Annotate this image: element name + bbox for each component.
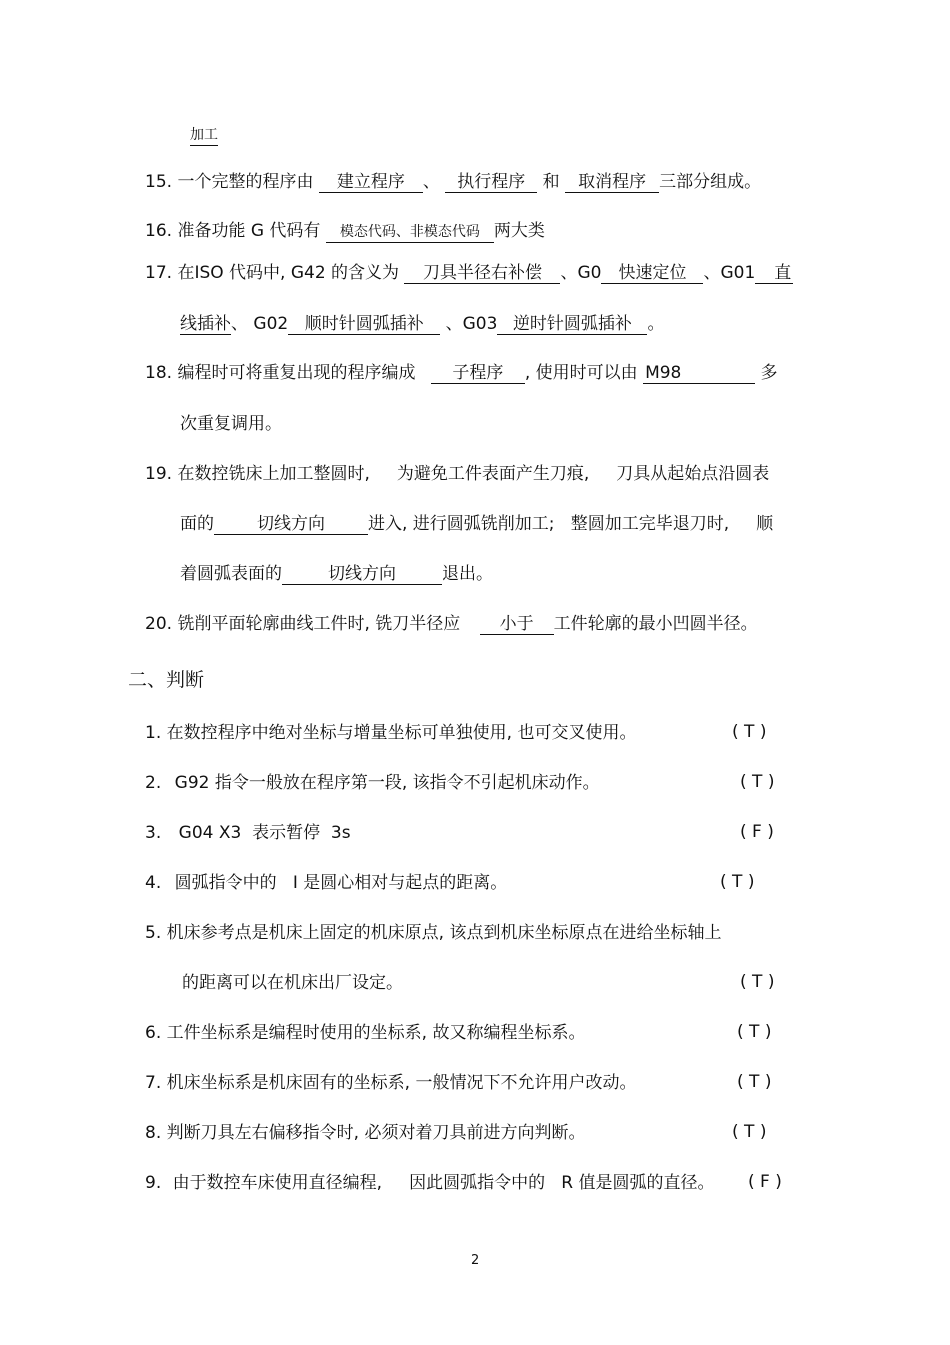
item-text: 圆弧指令中的 I 是圆心相对与起点的距离。 xyxy=(174,873,508,893)
question-15 xyxy=(145,171,761,193)
question-18-cont xyxy=(180,413,282,435)
tf-answer: ( T ) xyxy=(740,972,775,992)
answer-blank: 刀具半径右补偿 xyxy=(404,263,560,284)
tf-item xyxy=(145,1072,636,1094)
answer-blank: 模态代码、非模态代码 xyxy=(326,222,494,243)
tf-answer: ( T ) xyxy=(737,1022,772,1042)
item-text: G04 X3 表示暂停 3s xyxy=(178,823,351,843)
item-text: 判断刀具左右偏移指令时, 必须对着刀具前进方向判断。 xyxy=(166,1123,586,1143)
tf-item-cont xyxy=(182,972,403,994)
answer-blank: 执行程序 xyxy=(445,172,537,193)
question-text: 着圆弧表面的 xyxy=(180,564,282,584)
tf-item xyxy=(145,1022,585,1044)
answer-blank: 线插补 xyxy=(180,314,231,334)
question-text: 一个完整的程序由 xyxy=(177,172,314,192)
question-text: 在ISO 代码中, G42 的含义为 xyxy=(177,263,400,283)
question-number: 16. xyxy=(145,221,173,241)
answer-blank: 建立程序 xyxy=(319,172,423,193)
question-text: 多 xyxy=(760,363,778,383)
tf-item xyxy=(145,1122,585,1144)
answer-blank: 子程序 xyxy=(431,363,525,384)
answer-blank: 直 xyxy=(755,263,793,284)
question-20 xyxy=(145,613,758,635)
question-text: 次重复调用。 xyxy=(180,414,282,434)
answer-blank: M98 xyxy=(643,363,755,384)
question-text: 工件轮廓的最小凹圆半径。 xyxy=(553,614,758,634)
question-17 xyxy=(145,262,793,284)
tf-item xyxy=(145,1172,715,1194)
question-number: 20. xyxy=(145,614,173,634)
item-number: 5. xyxy=(145,923,162,943)
question-text: 进入, 进行圆弧铣削加工; 整圆加工完毕退刀时, 顺 xyxy=(368,514,774,534)
q14-tail xyxy=(190,124,218,146)
tf-item xyxy=(145,922,721,944)
question-text: 、G0 xyxy=(560,263,602,283)
tf-item xyxy=(145,822,351,844)
question-number: 15. xyxy=(145,172,173,192)
tf-answer: ( T ) xyxy=(720,872,755,892)
answer-blank: 逆时针圆弧插补 xyxy=(497,314,647,335)
item-text: 在数控程序中绝对坐标与增量坐标可单独使用, 也可交叉使用。 xyxy=(166,723,637,743)
item-text: 的距离可以在机床出厂设定。 xyxy=(182,973,403,993)
section-heading: 二、判断 xyxy=(128,669,205,691)
tf-answer: ( T ) xyxy=(740,772,775,792)
question-number: 17. xyxy=(145,263,173,283)
answer-blank: 切线方向 xyxy=(282,564,442,585)
item-text: G92 指令一般放在程序第一段, 该指令不引起机床动作。 xyxy=(174,773,600,793)
item-number: 3. xyxy=(145,823,162,843)
item-text: 由于数控车床使用直径编程, 因此圆弧指令中的 R 值是圆弧的直径。 xyxy=(172,1173,715,1193)
item-number: 6. xyxy=(145,1023,162,1043)
item-number: 4. xyxy=(145,873,162,893)
question-text: 、G03 xyxy=(445,314,498,334)
question-19 xyxy=(145,463,769,485)
question-18 xyxy=(145,362,777,384)
question-16 xyxy=(145,220,545,243)
question-text: 、 G02 xyxy=(231,314,289,334)
question-text: 准备功能 G 代码有 xyxy=(177,221,321,241)
item-number: 1. xyxy=(145,723,162,743)
question-number: 19. xyxy=(145,464,173,484)
question-text: 和 xyxy=(542,172,560,192)
answer-blank: 切线方向 xyxy=(214,514,368,535)
item-number: 7. xyxy=(145,1073,162,1093)
question-text: 、G01 xyxy=(703,263,756,283)
answer-blank: 取消程序 xyxy=(565,172,659,193)
tf-answer: ( F ) xyxy=(740,822,774,842)
question-text: 铣削平面轮廓曲线工件时, 铣刀半径应 xyxy=(177,614,461,634)
page-number: 2 xyxy=(471,1253,480,1268)
tf-answer: ( T ) xyxy=(732,1122,767,1142)
question-text: 面的 xyxy=(180,514,214,534)
item-number: 8. xyxy=(145,1123,162,1143)
question-number: 18. xyxy=(145,363,173,383)
tf-item xyxy=(145,722,636,744)
item-text: 工件坐标系是编程时使用的坐标系, 故又称编程坐标系。 xyxy=(166,1023,586,1043)
item-number: 2. xyxy=(145,773,162,793)
question-text: 三部分组成。 xyxy=(659,172,762,192)
answer-blank: 加工 xyxy=(190,125,218,146)
tf-answer: ( T ) xyxy=(737,1072,772,1092)
question-text: 两大类 xyxy=(493,221,545,241)
tf-answer: ( T ) xyxy=(732,722,767,742)
item-text: 机床坐标系是机床固有的坐标系, 一般情况下不允许用户改动。 xyxy=(166,1073,637,1093)
question-text: , 使用时可以由 xyxy=(524,363,638,383)
answer-blank: 小于 xyxy=(480,614,554,635)
question-19-cont2 xyxy=(180,563,493,585)
tf-answer: ( F ) xyxy=(748,1172,782,1192)
answer-blank: 快速定位 xyxy=(601,263,703,284)
question-text: 、 xyxy=(422,172,440,192)
answer-blank: 顺时针圆弧插补 xyxy=(288,314,440,335)
question-text: 退出。 xyxy=(442,564,493,584)
question-17-cont xyxy=(180,313,664,335)
item-number: 9. xyxy=(145,1173,162,1193)
question-text: 编程时可将重复出现的程序编成 xyxy=(177,363,416,383)
question-text: 在数控铣床上加工整圆时, 为避免工件表面产生刀痕, 刀具从起始点沿圆表 xyxy=(177,464,770,484)
item-text: 机床参考点是机床上固定的机床原点, 该点到机床坐标原点在进给坐标轴上 xyxy=(166,923,722,943)
question-19-cont xyxy=(180,513,773,535)
tf-item xyxy=(145,772,600,794)
tf-item xyxy=(145,872,507,894)
question-text: 。 xyxy=(647,314,665,334)
